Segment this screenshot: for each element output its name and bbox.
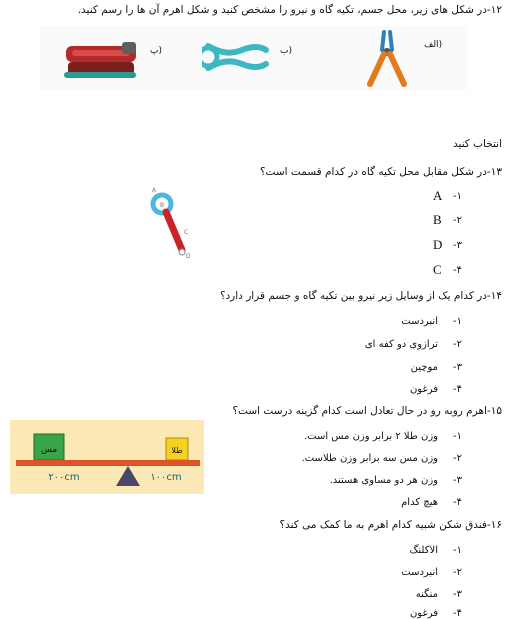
q14-option-2-number: ۲-: [453, 339, 462, 350]
q13-option-3-letter[interactable]: D: [433, 237, 443, 252]
q16-option-2-number: ۲-: [453, 567, 462, 578]
point-d-label: D: [186, 253, 191, 260]
q15-option-3-number: ۳-: [453, 475, 462, 486]
key-lever-figure: [148, 186, 198, 262]
q15-option-1-number: ۱-: [453, 431, 462, 442]
q14-option-2[interactable]: ترازوی دو کفه ای: [364, 339, 438, 350]
q16-option-4-number: ۴-: [453, 608, 462, 619]
q15-option-2-number: ۲-: [453, 453, 462, 464]
q13-option-2-letter[interactable]: B: [433, 212, 442, 227]
point-a-label: A: [152, 187, 157, 194]
q13-option-3-number: ۳-: [453, 240, 462, 251]
q12-image-strip: [40, 26, 468, 90]
stapler-icon: [62, 32, 142, 84]
q13-option-1-number: ۱-: [453, 191, 462, 202]
q14-option-1[interactable]: انبردست: [401, 316, 438, 327]
question-16-text: ۱۶-فندق شکن شبیه کدام اهرم به ما کمک می کند؟: [279, 519, 502, 531]
question-12-text: ۱۲-در شکل های زیر، محل جسم، تکیه گاه و نیرو را مشخص کنید و شکل اهرم آن ها را رسم کنید.: [77, 4, 502, 16]
point-c-label: C: [184, 229, 189, 236]
label-p: پ): [150, 46, 162, 56]
instruction-text: انتخاب کنید: [452, 138, 502, 150]
question-14-text: ۱۴-در کدام یک از وسایل زیر نیرو بین تکیه گاه و جسم قرار دارد؟: [219, 290, 502, 302]
q15-option-4[interactable]: هیچ کدام: [401, 497, 438, 508]
question-15-text: ۱۵-اهرم روبه رو در حال تعادل است کدام گزینه درست است؟: [232, 405, 502, 417]
q14-option-3-number: ۳-: [453, 362, 462, 373]
tongs-icon: [202, 36, 272, 80]
q13-option-2-number: ۲-: [453, 215, 462, 226]
pliers-icon: [362, 28, 412, 88]
q15-option-1[interactable]: وزن طلا ۲ برابر وزن مس است.: [303, 431, 438, 442]
q14-option-1-number: ۱-: [453, 316, 462, 327]
balance-lever-figure: [10, 420, 204, 494]
q15-option-4-number: ۴-: [453, 497, 462, 508]
q15-option-2[interactable]: وزن مس سه برابر وزن طلاست.: [301, 453, 438, 464]
label-b: ب): [280, 46, 292, 56]
point-b-label: B: [160, 202, 165, 209]
q14-option-3[interactable]: موچین: [410, 362, 438, 373]
label-alef: الف): [424, 40, 443, 50]
question-13-text: ۱۳-در شکل مقابل محل تکیه گاه در کدام قسمت است؟: [259, 166, 502, 178]
q16-option-1[interactable]: الاکلنگ: [409, 545, 438, 556]
q13-option-1-letter[interactable]: A: [433, 188, 443, 203]
left-distance-label: ۲۰۰cm: [48, 472, 80, 483]
gold-box-label: طلا: [171, 446, 183, 455]
right-distance-label: ۱۰۰cm: [150, 472, 182, 483]
q16-option-2[interactable]: انبردست: [401, 567, 438, 578]
q16-option-4[interactable]: فرغون: [409, 608, 438, 619]
q14-option-4-number: ۴-: [453, 384, 462, 395]
q14-option-4[interactable]: فرغون: [409, 384, 438, 395]
q15-option-3[interactable]: وزن هر دو مساوی هستند.: [329, 475, 438, 486]
q16-option-3-number: ۳-: [453, 589, 462, 600]
q13-option-4-letter[interactable]: C: [433, 262, 442, 277]
q16-option-1-number: ۱-: [453, 545, 462, 556]
q13-option-4-number: ۴-: [453, 265, 462, 276]
q16-option-3[interactable]: منگنه: [415, 589, 438, 600]
copper-box-label: مس: [40, 445, 58, 455]
